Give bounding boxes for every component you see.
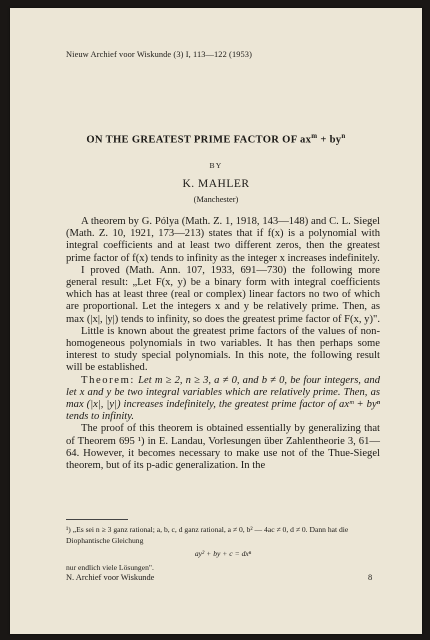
author-name: K. MAHLER [182, 178, 250, 190]
body-text [66, 216, 380, 472]
author-affiliation: (Manchester) [193, 195, 239, 204]
footnote-text-2: nur endlich viele Lösungen". [66, 562, 154, 572]
footnote [66, 525, 380, 573]
paragraph-3: Little is known about the greatest prime factors of the values of non-homogeneous polynomials in two variables. It has then perhaps some interest to study special polynomials. In this note, the following result will be established. [66, 325, 380, 374]
footnote-text-1: ¹) „Es sei n ≥ 3 ganz rational; a, b, c, d ganz rational, a ≠ 0, b² — 4ac ≠ 0, d ≠ 0. Dann hat die Diophantische Gleichung [66, 525, 349, 545]
paper-page [10, 8, 422, 634]
paper-title [10, 132, 422, 146]
title-exp-m: m [311, 132, 318, 140]
footnote-formula: ay² + by + c = dxⁿ [194, 549, 252, 559]
footer-journal: N. Archief voor Wiskunde [66, 573, 155, 582]
title-main: ON THE GREATEST PRIME FACTOR OF ax [86, 134, 312, 146]
journal-header: Nieuw Archief voor Wiskunde (3) I, 113—122 (1953) [66, 50, 252, 59]
footer-signature: 8 [368, 573, 373, 582]
theorem-label: Theorem: [81, 374, 135, 386]
theorem [66, 375, 380, 424]
byline: BY [209, 161, 223, 170]
title-plus: + by [317, 134, 342, 146]
paragraph-2: I proved (Math. Ann. 107, 1933, 691—730) the following more general result: „Let F(x, y) be a binary form with integral coefficients which has at least three (real or complex) linear factors no two of which are proportional. Let the integers x and y be relatively prime. Then, as max (|x|, |y|) tends to infinity, so does the greatest prime factor of F(x, y)". [66, 264, 380, 325]
theorem-statement: Let m ≥ 2, n ≥ 3, a ≠ 0, and b ≠ 0, be four integers, and let x and y be two integral variables which are relatively prime. Then, as max (|x|, |y|) increases indefinitely, the greatest prime factor of axᵐ + byⁿ tends to infinity. [66, 374, 380, 423]
paragraph-1: A theorem by G. Pólya (Math. Z. 1, 1918, 143—148) and C. L. Siegel (Math. Z. 10, 1921, 173—213) states that if f(x) is a polynomial with integral coefficients and at least two different zeros, then the greatest prime factor of f(x) tends to infinity as the integer x increases indefinitely. [66, 216, 380, 264]
paragraph-4: The proof of this theorem is obtained essentially by generalizing that of Theorem 695 ¹) in E. Landau, Vorlesungen über Zahlentheorie 3, 61—64. However, it becomes necessary to make use not of the Thue-Siegel theorem, but of its p-adic generalization. In the [66, 423, 380, 472]
title-exp-n: n [341, 132, 346, 140]
footnote-rule [66, 519, 128, 520]
